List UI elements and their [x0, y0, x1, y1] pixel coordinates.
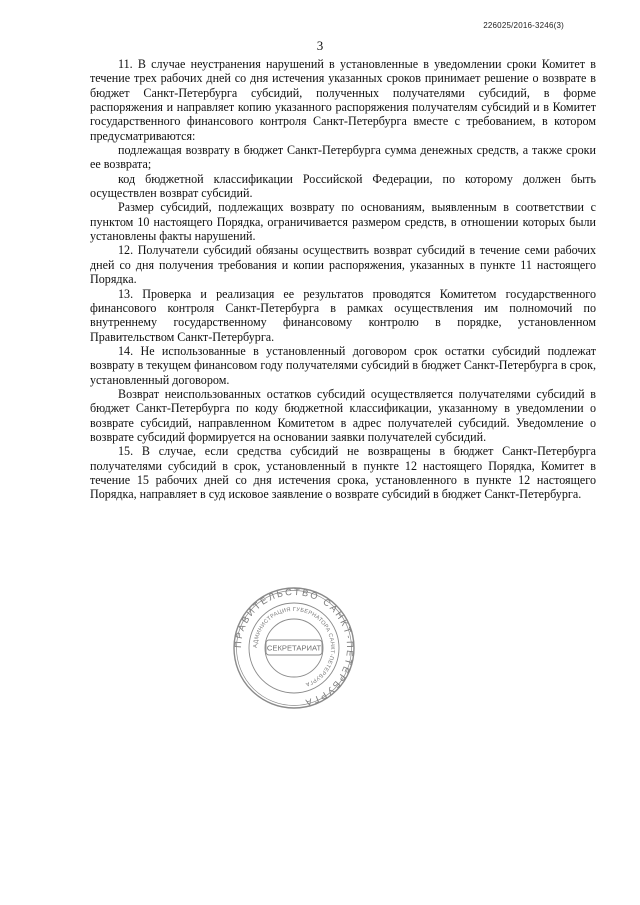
official-seal-stamp [232, 586, 356, 710]
paragraph-11-code: код бюджетной классификации Российской Федерации, по которому должен быть осуществлен возврат субсидий. [90, 171, 596, 201]
paragraph-11: 11. В случае неустранения нарушений в установленные в уведомлении сроки Комитет в течение трех рабочих дней со дня истечения указанных сроков принимает решение о возврате в бюджет Санкт-Петербурга субсидий, полученных получателями субсидий, в форме распоряжения и направляет копию указанного распоряжения получателям субсидий и в Комитет государственного финансового контроля Санкт-Петербурга вместе с требованием, в котором предусматриваются: [90, 57, 596, 143]
seal-inner-text: АДМИНИСТРАЦИЯ ГУБЕРНАТОРА САНКТ-ПЕТЕРБУРГА [252, 606, 336, 688]
paragraph-14-return: Возврат неиспользованных остатков субсидий осуществляется получателями субсидий в бюджет Санкт-Петербурга по коду бюджетной классификации, указанному в уведомлении о возврате субсидий, направленном Комитетом в адрес получателей субсидий. Уведомление о возврате субсидий формируется на основании заявки получателей субсидий. [90, 386, 596, 444]
paragraph-15: 15. В случае, если средства субсидий не возвращены в бюджет Санкт-Петербурга получателями субсидий в срок, установленный в пункте 12 настоящего Порядка, Комитет в течение 15 рабочих дней со дня истечения срока, установленного в пункте 12 настоящего Порядка, направляет в суд исковое заявление о возврате субсидий в бюджет Санкт-Петербурга. [90, 444, 596, 502]
page-number: 3 [316, 38, 324, 53]
paragraph-12: 12. Получатели субсидий обязаны осуществить возврат субсидий в течение семи рабочих дней со дня получения требования и копии распоряжения, указанных в пункте 11 настоящего Порядка. [90, 243, 596, 287]
paragraph-14: 14. Не использованные в установленный договором срок остатки субсидий подлежат возврату в текущем финансовом году получателями субсидий в бюджет Санкт-Петербурга в срок, установленный договором. [90, 343, 596, 387]
document-body [90, 57, 596, 502]
seal-outer-text: ПРАВИТЕЛЬСТВО САНКТ-ПЕТЕРБУРГА [232, 586, 356, 709]
paragraph-11-size: Размер субсидий, подлежащих возврату по основаниям, выявленным в соответствии с пунктом 10 настоящего Порядка, ограничивается размером средств, в отношении которых были установлены факты нарушений. [90, 200, 596, 244]
paragraph-13: 13. Проверка и реализация ее результатов проводятся Комитетом государственного финансового контроля Санкт-Петербурга в рамках осуществления им полномочий по внутреннему государственному финансовому контролю в порядке, установленном Правительством Санкт-Петербурга. [90, 286, 596, 344]
paragraph-11-sum: подлежащая возврату в бюджет Санкт-Петербурга сумма денежных средств, а также сроки ее возврата; [90, 143, 596, 172]
seal-center-text: СЕКРЕТАРИАТ [266, 643, 322, 653]
document-id: 226025/2016-3246(3) [483, 21, 564, 30]
